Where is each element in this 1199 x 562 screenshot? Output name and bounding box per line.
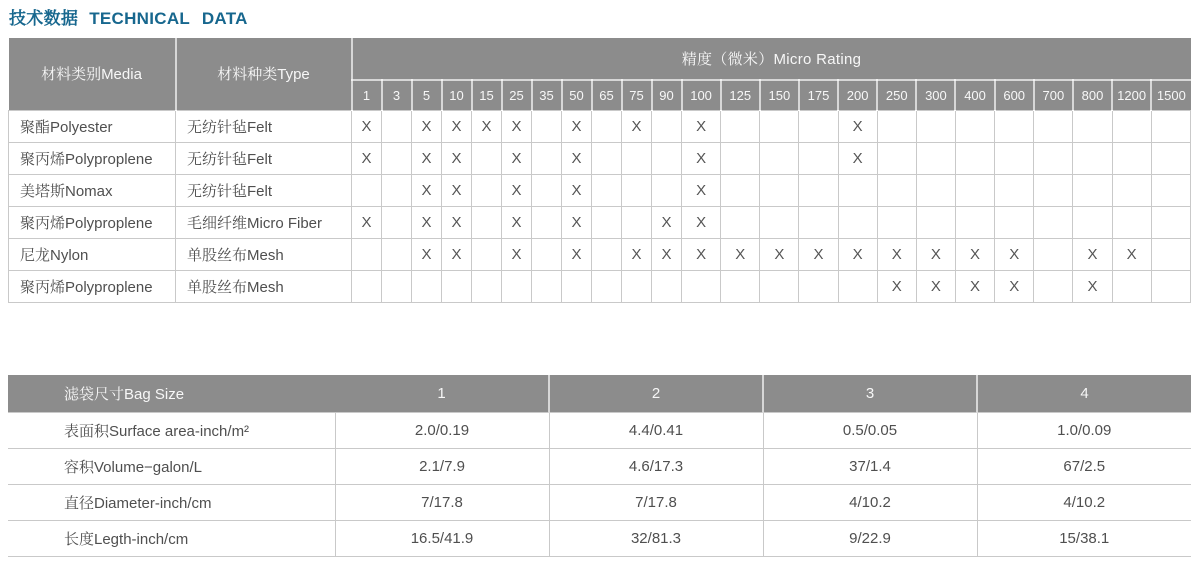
bag-value-cell: 67/2.5: [977, 449, 1191, 485]
rating-cell-700: [1034, 270, 1073, 302]
rating-cell-15: [472, 206, 502, 238]
rating-cell-175: [799, 110, 838, 142]
rating-cell-35: [532, 142, 562, 174]
rating-cell-75: X: [622, 110, 652, 142]
rating-cell-150: [760, 270, 799, 302]
material-row-1: [9, 142, 1191, 174]
material-media-cell: 聚丙烯Polyproplene: [9, 206, 176, 238]
micron-col-header-65: 65: [592, 80, 622, 110]
micron-col-header-600: 600: [995, 80, 1034, 110]
rating-cell-5: X: [412, 110, 442, 142]
rating-cell-1200: [1112, 270, 1151, 302]
rating-cell-175: [799, 142, 838, 174]
bag-size-col-header-4: 4: [977, 375, 1191, 413]
rating-cell-600: [995, 206, 1034, 238]
rating-cell-700: [1034, 238, 1073, 270]
bag-value-cell: 15/38.1: [977, 521, 1191, 557]
bag-value-cell: 16.5/41.9: [335, 521, 549, 557]
material-type-cell: 无纺针毡Felt: [176, 110, 352, 142]
rating-cell-100: X: [682, 206, 721, 238]
bag-size-header-row: [8, 375, 1191, 413]
rating-cell-75: X: [622, 238, 652, 270]
rating-cell-250: [877, 110, 916, 142]
rating-cell-400: [955, 110, 994, 142]
rating-cell-3: [382, 142, 412, 174]
rating-cell-250: [877, 174, 916, 206]
material-type-cell: 无纺针毡Felt: [176, 174, 352, 206]
bag-value-cell: 4/10.2: [763, 485, 977, 521]
rating-cell-150: X: [760, 238, 799, 270]
micron-col-header-150: 150: [760, 80, 799, 110]
micro-rating-table: [8, 38, 1191, 303]
micron-col-header-300: 300: [916, 80, 955, 110]
material-media-cell: 聚丙烯Polyproplene: [9, 270, 176, 302]
rating-cell-35: [532, 270, 562, 302]
rating-cell-65: [592, 270, 622, 302]
micron-col-header-25: 25: [502, 80, 532, 110]
micron-col-header-800: 800: [1073, 80, 1112, 110]
rating-cell-100: [682, 270, 721, 302]
rating-cell-200: X: [838, 110, 877, 142]
bag-size-row-2: [8, 485, 1191, 521]
rating-cell-90: [652, 270, 682, 302]
rating-cell-10: X: [442, 238, 472, 270]
rating-cell-65: [592, 142, 622, 174]
rating-cell-3: [382, 174, 412, 206]
rating-cell-175: [799, 206, 838, 238]
rating-cell-75: [622, 270, 652, 302]
rating-cell-15: [472, 270, 502, 302]
rating-cell-25: X: [502, 110, 532, 142]
bag-value-cell: 4.6/17.3: [549, 449, 763, 485]
micron-col-header-15: 15: [472, 80, 502, 110]
rating-cell-1200: [1112, 206, 1151, 238]
rating-cell-25: X: [502, 174, 532, 206]
bag-row-label: 表面积Surface area-inch/m²: [8, 413, 335, 449]
rating-cell-700: [1034, 142, 1073, 174]
rating-cell-125: [721, 174, 760, 206]
rating-cell-100: X: [682, 142, 721, 174]
rating-cell-1: [352, 238, 382, 270]
rating-cell-35: [532, 206, 562, 238]
rating-cell-10: X: [442, 110, 472, 142]
rating-cell-75: [622, 206, 652, 238]
rating-cell-250: X: [877, 238, 916, 270]
bag-row-label: 长度Legth-inch/cm: [8, 521, 335, 557]
micron-col-header-700: 700: [1034, 80, 1073, 110]
bag-size-row-3: [8, 521, 1191, 557]
bag-value-cell: 4.4/0.41: [549, 413, 763, 449]
rating-cell-65: [592, 110, 622, 142]
rating-cell-1500: [1151, 110, 1190, 142]
micron-col-header-75: 75: [622, 80, 652, 110]
micron-col-header-250: 250: [877, 80, 916, 110]
rating-cell-5: X: [412, 206, 442, 238]
rating-cell-400: X: [955, 270, 994, 302]
rating-cell-1500: [1151, 174, 1190, 206]
rating-cell-35: [532, 174, 562, 206]
rating-cell-1: [352, 270, 382, 302]
material-row-5: [9, 270, 1191, 302]
rating-cell-75: [622, 142, 652, 174]
material-row-0: [9, 110, 1191, 142]
rating-cell-3: [382, 206, 412, 238]
bag-value-cell: 0.5/0.05: [763, 413, 977, 449]
rating-cell-700: [1034, 206, 1073, 238]
rating-cell-300: [916, 110, 955, 142]
bag-value-cell: 32/81.3: [549, 521, 763, 557]
rating-cell-1500: [1151, 270, 1190, 302]
rating-cell-5: X: [412, 142, 442, 174]
type-column-header: 材料种类Type: [176, 38, 352, 110]
rating-cell-25: X: [502, 142, 532, 174]
bag-row-label: 直径Diameter-inch/cm: [8, 485, 335, 521]
rating-cell-5: X: [412, 238, 442, 270]
rating-cell-800: [1073, 142, 1112, 174]
rating-cell-125: X: [721, 238, 760, 270]
rating-cell-90: [652, 110, 682, 142]
bag-value-cell: 2.0/0.19: [335, 413, 549, 449]
bag-size-col-header-1: 1: [335, 375, 549, 413]
rating-cell-100: X: [682, 238, 721, 270]
rating-cell-800: [1073, 110, 1112, 142]
rating-cell-200: [838, 206, 877, 238]
micron-col-header-175: 175: [799, 80, 838, 110]
material-media-cell: 尼龙Nylon: [9, 238, 176, 270]
micron-col-header-50: 50: [562, 80, 592, 110]
rating-cell-600: [995, 142, 1034, 174]
rating-cell-1500: [1151, 142, 1190, 174]
rating-cell-1200: [1112, 142, 1151, 174]
micron-col-header-10: 10: [442, 80, 472, 110]
rating-cell-10: X: [442, 142, 472, 174]
micron-col-header-200: 200: [838, 80, 877, 110]
bag-row-label: 容积Volume−galon/L: [8, 449, 335, 485]
rating-cell-50: X: [562, 110, 592, 142]
micron-col-header-125: 125: [721, 80, 760, 110]
rating-cell-300: [916, 206, 955, 238]
micron-col-header-400: 400: [955, 80, 994, 110]
rating-cell-175: [799, 174, 838, 206]
micron-col-header-3: 3: [382, 80, 412, 110]
bag-size-table: [8, 375, 1191, 557]
rating-cell-5: X: [412, 174, 442, 206]
rating-cell-1200: X: [1112, 238, 1151, 270]
rating-cell-50: X: [562, 238, 592, 270]
bag-size-col-header-2: 2: [549, 375, 763, 413]
rating-cell-35: [532, 238, 562, 270]
micron-col-header-1500: 1500: [1151, 80, 1190, 110]
rating-cell-1: X: [352, 206, 382, 238]
micron-col-header-1200: 1200: [1112, 80, 1151, 110]
rating-cell-100: X: [682, 110, 721, 142]
rating-cell-125: [721, 142, 760, 174]
material-type-cell: 毛细纤维Micro Fiber: [176, 206, 352, 238]
bag-size-row-0: [8, 413, 1191, 449]
rating-cell-10: [442, 270, 472, 302]
rating-cell-90: X: [652, 206, 682, 238]
bag-value-cell: 1.0/0.09: [977, 413, 1191, 449]
rating-cell-10: X: [442, 174, 472, 206]
rating-cell-15: [472, 142, 502, 174]
bag-value-cell: 7/17.8: [549, 485, 763, 521]
page-title: [9, 4, 248, 29]
micron-col-header-1: 1: [352, 80, 382, 110]
micron-col-header-90: 90: [652, 80, 682, 110]
rating-cell-35: [532, 110, 562, 142]
rating-cell-800: X: [1073, 270, 1112, 302]
rating-cell-65: [592, 206, 622, 238]
media-column-header: 材料类别Media: [9, 38, 176, 110]
rating-cell-300: [916, 174, 955, 206]
rating-cell-25: X: [502, 206, 532, 238]
rating-cell-65: [592, 174, 622, 206]
rating-cell-800: X: [1073, 238, 1112, 270]
rating-cell-1: X: [352, 142, 382, 174]
rating-cell-250: [877, 142, 916, 174]
rating-cell-200: X: [838, 142, 877, 174]
rating-cell-200: [838, 174, 877, 206]
rating-cell-600: [995, 110, 1034, 142]
bag-size-header-label: 滤袋尺寸Bag Size: [8, 375, 335, 413]
bag-value-cell: 7/17.8: [335, 485, 549, 521]
rating-cell-300: X: [916, 270, 955, 302]
material-media-cell: 聚丙烯Polyproplene: [9, 142, 176, 174]
rating-cell-3: [382, 238, 412, 270]
rating-cell-1: [352, 174, 382, 206]
bag-value-cell: 37/1.4: [763, 449, 977, 485]
rating-cell-15: X: [472, 110, 502, 142]
material-type-cell: 单股丝布Mesh: [176, 238, 352, 270]
rating-cell-800: [1073, 174, 1112, 206]
rating-cell-1500: [1151, 238, 1190, 270]
rating-cell-10: X: [442, 206, 472, 238]
rating-cell-1200: [1112, 110, 1151, 142]
rating-cell-100: X: [682, 174, 721, 206]
rating-cell-90: [652, 174, 682, 206]
rating-cell-125: [721, 270, 760, 302]
rating-cell-1: X: [352, 110, 382, 142]
rating-cell-90: X: [652, 238, 682, 270]
material-row-4: [9, 238, 1191, 270]
rating-cell-200: X: [838, 238, 877, 270]
rating-cell-250: [877, 206, 916, 238]
rating-cell-50: X: [562, 174, 592, 206]
micron-col-header-35: 35: [532, 80, 562, 110]
micro-header-row-1: [9, 38, 1191, 80]
rating-cell-3: [382, 110, 412, 142]
bag-size-row-1: [8, 449, 1191, 485]
rating-cell-125: [721, 110, 760, 142]
rating-cell-5: [412, 270, 442, 302]
rating-cell-3: [382, 270, 412, 302]
micro-rating-header: 精度（微米）Micro Rating: [352, 38, 1191, 80]
rating-cell-200: [838, 270, 877, 302]
rating-cell-50: [562, 270, 592, 302]
rating-cell-50: X: [562, 206, 592, 238]
rating-cell-125: [721, 206, 760, 238]
material-media-cell: 美塔斯Nomax: [9, 174, 176, 206]
rating-cell-300: [916, 142, 955, 174]
bag-value-cell: 2.1/7.9: [335, 449, 549, 485]
bag-value-cell: 9/22.9: [763, 521, 977, 557]
rating-cell-600: X: [995, 270, 1034, 302]
micron-col-header-5: 5: [412, 80, 442, 110]
rating-cell-65: [592, 238, 622, 270]
bag-size-col-header-3: 3: [763, 375, 977, 413]
rating-cell-15: [472, 174, 502, 206]
page-title-zh: 技术数据: [9, 9, 79, 28]
rating-cell-1200: [1112, 174, 1151, 206]
rating-cell-75: [622, 174, 652, 206]
rating-cell-50: X: [562, 142, 592, 174]
material-type-cell: 单股丝布Mesh: [176, 270, 352, 302]
rating-cell-400: [955, 174, 994, 206]
rating-cell-175: X: [799, 238, 838, 270]
rating-cell-600: X: [995, 238, 1034, 270]
rating-cell-150: [760, 110, 799, 142]
material-row-3: [9, 206, 1191, 238]
rating-cell-400: X: [955, 238, 994, 270]
rating-cell-15: [472, 238, 502, 270]
micron-col-header-100: 100: [682, 80, 721, 110]
rating-cell-800: [1073, 206, 1112, 238]
rating-cell-1500: [1151, 206, 1190, 238]
rating-cell-90: [652, 142, 682, 174]
rating-cell-600: [995, 174, 1034, 206]
rating-cell-700: [1034, 110, 1073, 142]
material-media-cell: 聚酯Polyester: [9, 110, 176, 142]
rating-cell-150: [760, 174, 799, 206]
rating-cell-700: [1034, 174, 1073, 206]
rating-cell-400: [955, 142, 994, 174]
rating-cell-150: [760, 142, 799, 174]
material-row-2: [9, 174, 1191, 206]
page-title-en: TECHNICAL DATA: [89, 9, 248, 28]
rating-cell-25: [502, 270, 532, 302]
bag-value-cell: 4/10.2: [977, 485, 1191, 521]
rating-cell-400: [955, 206, 994, 238]
rating-cell-300: X: [916, 238, 955, 270]
material-type-cell: 无纺针毡Felt: [176, 142, 352, 174]
rating-cell-250: X: [877, 270, 916, 302]
rating-cell-150: [760, 206, 799, 238]
rating-cell-175: [799, 270, 838, 302]
rating-cell-25: X: [502, 238, 532, 270]
